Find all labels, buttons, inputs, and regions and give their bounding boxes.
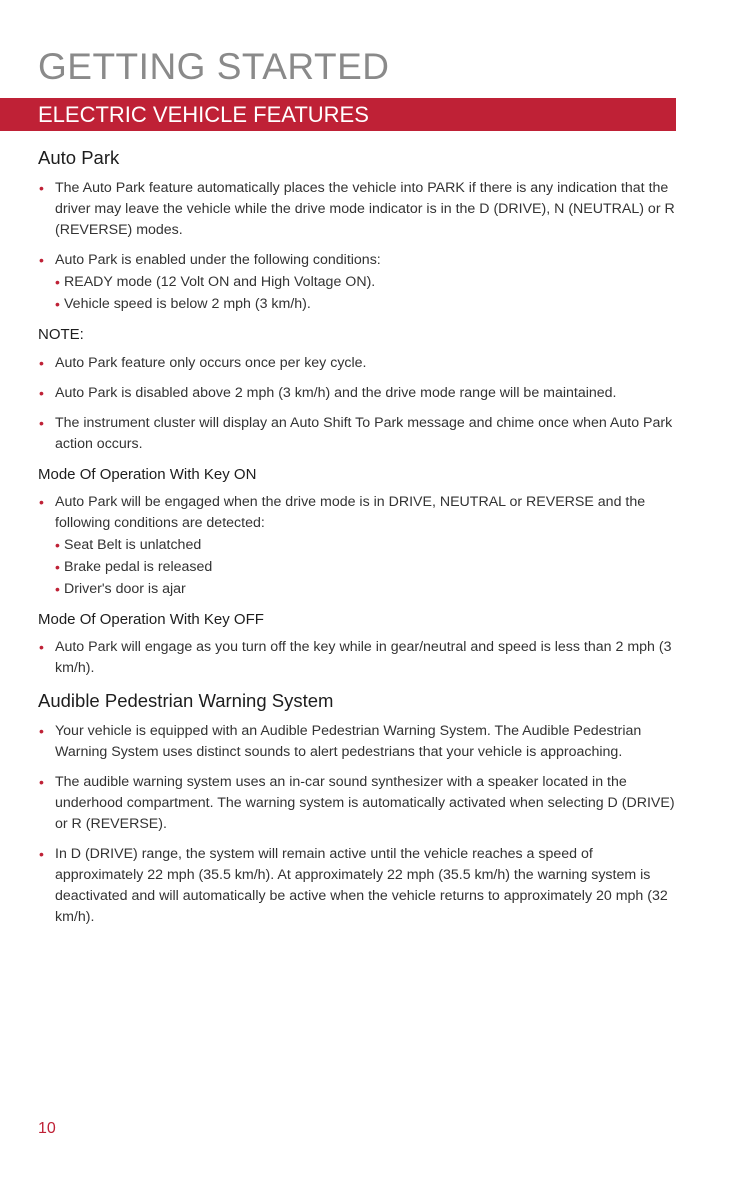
note-list	[38, 353, 678, 455]
auto-park-heading: Auto Park	[38, 147, 120, 168]
list-item: • The instrument cluster will display an Auto Shift To Park message and chime once when Auto Park action occurs.	[39, 415, 673, 452]
key-off-heading: Mode Of Operation With Key OFF	[38, 611, 264, 628]
bullet-icon: •	[39, 723, 44, 739]
list-item: • Auto Park feature only occurs once per key cycle.	[38, 353, 678, 374]
sub-list-item: • Driver's door is ajar	[55, 578, 678, 600]
bullet-icon: •	[39, 355, 44, 371]
list-item: • In D (DRIVE) range, the system will remain active until the vehicle reaches a speed of approximately 22 mph (35.5 km/h). At approximately 22 mph (35.5 km/h) the warning system is deactivated and will automatically be active when the vehicle returns to approximately 20 mph (32 km/h).	[39, 846, 668, 925]
bullet-icon: •	[55, 581, 60, 597]
list-item: • Auto Park will be engaged when the drive mode is in DRIVE, NEUTRAL or REVERSE and the following conditions are detected: • Seat Belt is unlatched • Brake pedal is released • Driver's door is ajar	[38, 492, 678, 600]
bullet-icon: •	[39, 415, 44, 431]
bullet-icon: •	[39, 385, 44, 401]
key-on-list	[38, 492, 678, 600]
apws-list	[38, 721, 678, 928]
bullet-icon: •	[39, 180, 44, 196]
sub-list-item: • Vehicle speed is below 2 mph (3 km/h).	[55, 293, 678, 315]
bullet-icon: •	[55, 296, 60, 312]
list-item: • Your vehicle is equipped with an Audible Pedestrian Warning System. The Audible Pedestrian Warning System uses distinct sounds to alert pedestrians that your vehicle is approaching.	[39, 723, 642, 760]
bullet-icon: •	[39, 774, 44, 790]
bullet-icon: •	[55, 537, 60, 553]
auto-park-conditions	[55, 271, 678, 315]
list-item: • Auto Park will engage as you turn off the key while in gear/neutral and speed is less than 2 mph (3 km/h).	[39, 639, 672, 676]
page-title: GETTING STARTED	[38, 46, 390, 87]
list-item: • The audible warning system uses an in-car sound synthesizer with a speaker located in the underhood compartment. The warning system is automatically activated when selecting D (DRIVE) or R (REVERSE).	[39, 774, 675, 832]
page-content	[38, 146, 678, 938]
list-item: • The Auto Park feature automatically places the vehicle into PARK if there is any indication that the driver may leave the vehicle while the drive mode indicator is in the D (DRIVE), N (NEUTRAL) or R (REVERSE) modes.	[39, 180, 675, 238]
auto-park-list	[38, 178, 678, 315]
sub-list-item: • Brake pedal is released	[55, 556, 678, 578]
bullet-icon: •	[39, 639, 44, 655]
sub-list-item: • READY mode (12 Volt ON and High Voltage ON).	[55, 271, 678, 293]
apws-heading: Audible Pedestrian Warning System	[38, 690, 334, 711]
bullet-icon: •	[39, 494, 44, 510]
key-on-conditions	[55, 534, 678, 600]
list-item: • Auto Park is enabled under the following conditions: • READY mode (12 Volt ON and High Voltage ON). • Vehicle speed is below 2 mph (3 km/h).	[38, 250, 678, 315]
page-number: 10	[38, 1120, 56, 1137]
list-item: • Auto Park is disabled above 2 mph (3 km/h) and the drive mode range will be maintained.	[38, 383, 678, 404]
key-on-heading: Mode Of Operation With Key ON	[38, 466, 257, 483]
sub-list-item: • Seat Belt is unlatched	[55, 534, 678, 556]
key-off-list	[38, 637, 678, 679]
section-banner	[0, 98, 676, 131]
note-label: NOTE:	[38, 326, 84, 343]
bullet-icon: •	[55, 559, 60, 575]
section-banner-title: ELECTRIC VEHICLE FEATURES	[38, 102, 369, 127]
bullet-icon: •	[55, 274, 60, 290]
bullet-icon: •	[39, 252, 44, 268]
bullet-icon: •	[39, 846, 44, 862]
